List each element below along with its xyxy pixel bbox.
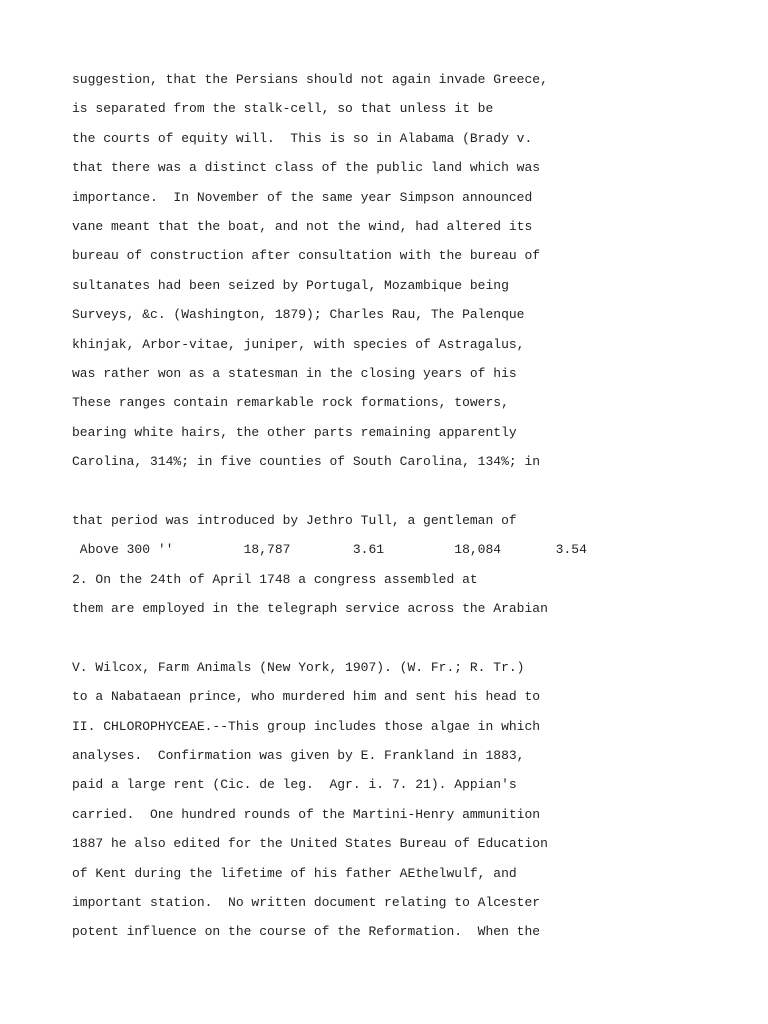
text-line-8: sultanates had been seized by Portugal, Mozambique being (72, 277, 509, 293)
text-line-11: was rather won as a statesman in the closing years of his (72, 365, 517, 381)
text-line-10: khinjak, Arbor-vitae, juniper, with species of Astragalus, (72, 336, 525, 352)
blank-line-2 (72, 628, 752, 657)
text-line-18: V. Wilcox, Farm Animals (New York, 1907). (W. Fr.; R. Tr.) (72, 659, 525, 675)
text-line-23: carried. One hundred rounds of the Martini-Henry ammunition (72, 806, 541, 822)
blank-line-1 (72, 481, 752, 510)
text-line-4: that there was a distinct class of the public land which was (72, 160, 541, 176)
text-line-19: to a Nabataean prince, who murdered him and sent his head to (72, 689, 541, 705)
text-line-25: of Kent during the lifetime of his father AEthelwulf, and (72, 865, 517, 881)
text-line-15: that period was introduced by Jethro Tull, a gentleman of (72, 512, 517, 528)
text-line-14: Carolina, 314%; in five counties of South Carolina, 134%; in (72, 454, 541, 470)
table-row-line: Above 300 '' 18,787 3.61 18,084 3.54 (72, 542, 587, 558)
text-line-13: bearing white hairs, the other parts remaining apparently (72, 424, 517, 440)
text-line-5: importance. In November of the same year Simpson announced (72, 189, 533, 205)
text-line-9: Surveys, &c. (Washington, 1879); Charles Rau, The Palenque (72, 307, 525, 323)
text-line-6: vane meant that the boat, and not the wind, had altered its (72, 218, 533, 234)
document-page (72, 70, 752, 952)
text-line-2: is separated from the stalk-cell, so that unless it be (72, 101, 494, 117)
text-line-16: 2. On the 24th of April 1748 a congress assembled at (72, 571, 478, 587)
text-line-12: These ranges contain remarkable rock formations, towers, (72, 395, 509, 411)
text-line-17: them are employed in the telegraph service across the Arabian (72, 601, 548, 617)
text-line-21: analyses. Confirmation was given by E. Frankland in 1883, (72, 747, 525, 763)
text-line-7: bureau of construction after consultation with the bureau of (72, 248, 541, 264)
text-line-20: II. CHLOROPHYCEAE.--This group includes those algae in which (72, 718, 541, 734)
text-line-24: 1887 he also edited for the United States Bureau of Education (72, 836, 548, 852)
text-line-27: potent influence on the course of the Reformation. When the (72, 924, 541, 940)
text-line-22: paid a large rent (Cic. de leg. Agr. i. 7. 21). Appian's (72, 777, 517, 793)
text-line-26: important station. No written document relating to Alcester (72, 894, 541, 910)
text-line-1: suggestion, that the Persians should not again invade Greece, (72, 72, 548, 87)
text-line-3: the courts of equity will. This is so in Alabama (Brady v. (72, 130, 533, 146)
